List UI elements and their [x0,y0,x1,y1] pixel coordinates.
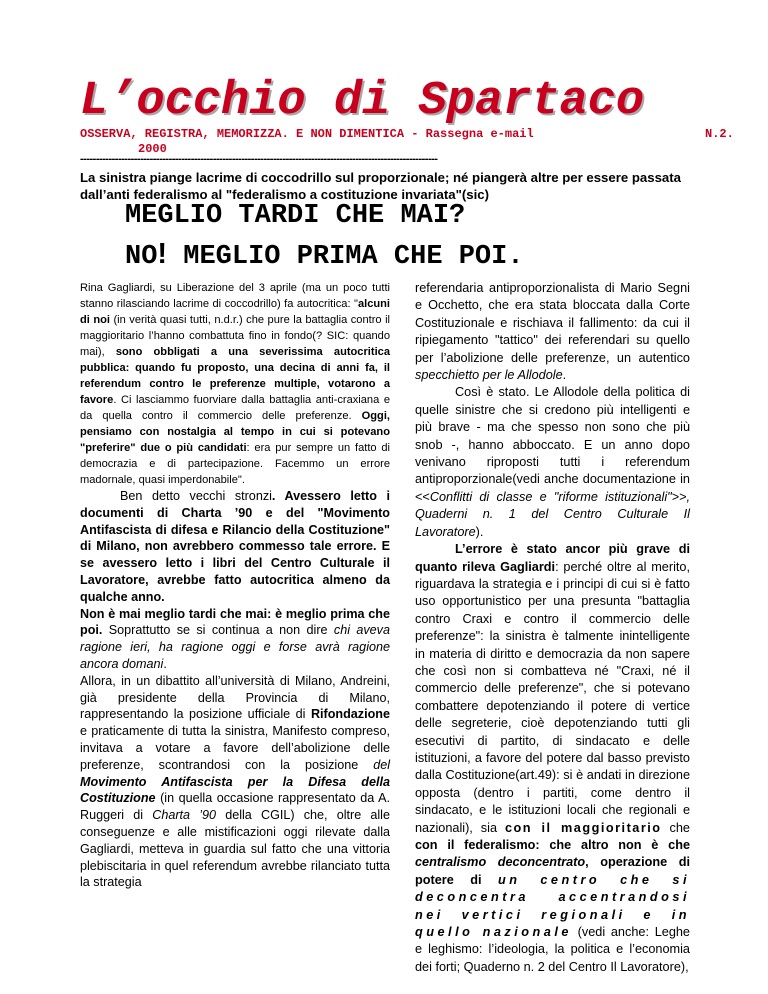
right-paragraph-2: Così è stato. Le Allodole della politica di quelle sinistre che si credono più intelligenti e più brave - ma che spesso non sono che più snob -, hanno abboccato. E un anno dopo venivano riproposti tutti i referendum antiproporzionale(vedi anche documentazione in <<Conflitti di classe e "riforme istituzionali">>, Quaderni n. 1 del Centro Culturale Il Lavoratore). [415,385,690,539]
headline-rest: MEGLIO PRIMA CHE POI. [167,242,524,272]
tagline-text: OSSERVA, REGISTRA, MEMORIZZA. E NON DIMENTICA - Rassegna e-mail [80,127,534,141]
left-paragraph-1: Rina Gagliardi, su Liberazione del 3 aprile (ma un poco tutti stanno rilasciando lacrime di coccodrillo) fa autocritica: "alcuni di noi (in verità quasi tutti, n.d.r.) che pure la battaglia contro il maggioritario l’hanno combattuta fino in fondo(? SIC: quando mai), sono obbligati a una severissima autocritica pubblica: quando fu proposto, una decina di anni fa, il referendum contro le preferenze multiple, votarono a favore. Ci lasciammo fuorviare dalla battaglia anti-craxiana e da quella contro il commercio delle preferenze. Oggi, pensiamo con nostalgia al tempo in cui si potevano "preferire" due o più candidati: era pur sempre un fatto di democrazia e di partecipazione. Facemmo un errore madornale, quasi imperdonabile". [80,282,391,486]
headline-line-2 [125,240,768,271]
headline-line-1: MEGLIO TARDI CHE MAI? [125,201,466,231]
left-paragraph-2: Ben detto vecchi stronzi. Avessero letto i documenti di Charta ’90 e del "Movimento Antifascista di difesa e Rilancio della Costituzione" di Milano, non avrebbero commesso tale errore. E se avessero letto i libri del Centro Culturale il Lavoratore, avrebbe fatto autocritica almeno da qualche anno. [80,489,390,604]
issue-number: N.2. [705,127,734,141]
headline-exclamation: ! [157,238,168,270]
right-paragraph-1: referendaria antiproporzionalista di Mario Segni e Occhetto, che era stata bloccata dalla Corte Costituzionale e rischiava il fallimento: da cui il ripiegamento "tattico" dei referendari su quello per l’abolizione delle preferenze, un autentico specchietto per le Allodole. [415,281,690,383]
masthead-title: L’occhio di Spartaco [80,75,645,128]
left-column [80,280,390,891]
separator-rule: ----------------------------------------------------------------------------------------------------------------- [80,154,438,164]
headline-no: NO [125,242,158,272]
masthead-tagline [80,127,768,157]
left-paragraph-3: Non è mai meglio tardi che mai: è meglio prima che poi. Soprattutto se si continua a non dire chi aveva ragione ieri, ha ragione oggi e forse avrà ragione ancora domani. [80,606,390,671]
left-paragraph-4: Allora, in un dibattito all’università di Milano, Andreini, già presidente della Provincia di Milano, rappresentando la posizione ufficiale di Rifondazione e praticamente di tutta la sinistra, Manifesto compreso, invitava a votare a favore dell’abolizione delle preferenze, scontrandosi con la posizione del Movimento Antifascista per la Difesa della Costituzione (in quella occasione rappresentato da A. Ruggeri di Charta ’90 della CGIL) che, oltre alle conseguenze e alle mistificazioni oggi rilevate dalla Gagliardi, metteva in guardia sul fatto che una vittoria plebiscitaria in quel referendum avrebbe rilanciato tutta la strategia [80,673,390,890]
article-subhead: La sinistra piange lacrime di coccodrillo sul proporzionale; né piangerà altre per essere passata dall’anti federalismo al "federalismo a costituzione invariata"(sic) [80,170,681,202]
right-column [415,280,690,976]
tagline-year: 2000 [138,142,167,156]
right-paragraph-3: L’errore è stato ancor più grave di quanto rileva Gagliardi: perché oltre al merito, riguardava la strategia e i principi di cui si è fatto uso opportunistico per una presunta "battaglia contro Craxi e contro il commercio delle preferenze": la sinistra è talmente inintelligente in materia di diritto e democrazia da non sapere che così non si combatteva né "Craxi, né il commercio delle preferenze", che si potevano combattere depotenziando il potere di vertice delle segreterie, cioè depotenziando tutti gli esecutivi di partito, di sindacato e delle istituzioni, a favore del potere dal basso previsto dalla Costituzione(art.49): si è andati in direzione opposta (dentro i partiti, come dentro il sindacato, e le istituzioni locali che regionali e nazionali), sia con il maggioritario che con il federalismo: che altro non è che centralismo deconcentrato, operazione di potere di un centro che si deconcentra accentrandosi nei vertici regionali e in quello nazionale (vedi anche: Leghe e leghismo: l’ideologia, la politica e l’economia dei forti; Quaderno n. 2 del Centro Il Lavoratore), [415,542,691,974]
